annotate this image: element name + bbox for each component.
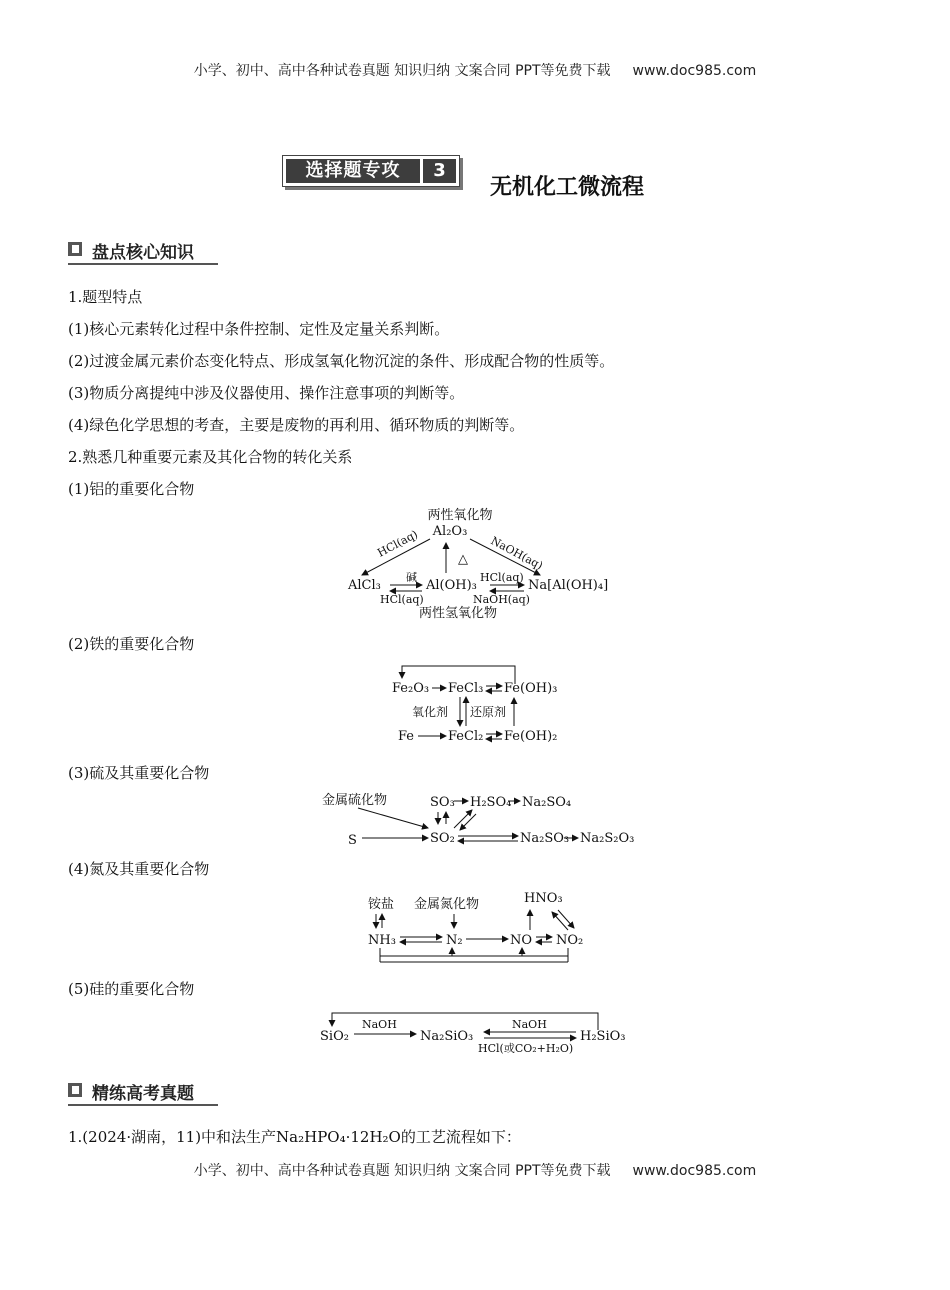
silicon-diagram — [318, 1008, 638, 1062]
diagram-arrow — [552, 912, 568, 930]
al-naoh-aq: NaOH(aq) — [488, 534, 546, 573]
fe-fe2o3: Fe₂O₃ — [392, 681, 430, 696]
fe-feoh2: Fe(OH)₂ — [504, 729, 558, 744]
badge-label: 选择题专攻 — [286, 159, 420, 183]
page-footer — [0, 1160, 950, 1180]
s-metal-sulfide: 金属硫化物 — [322, 793, 388, 808]
n-no: NO — [510, 933, 533, 948]
text-line: (3)物质分离提纯中涉及仪器使用、操作注意事项的判断等。 — [68, 384, 465, 402]
text-line: (4)氮及其重要化合物 — [68, 860, 210, 878]
al-hcl-right: HCl(aq) — [480, 571, 524, 584]
section-heading-practice — [68, 1078, 218, 1106]
text-line: (1)核心元素转化过程中条件控制、定性及定量关系判断。 — [68, 320, 450, 338]
al-base: 碱 — [406, 571, 417, 584]
sulfur-diagram — [318, 788, 638, 852]
al-naoh-bottom: NaOH(aq) — [473, 593, 530, 606]
text-line: (2)铁的重要化合物 — [68, 635, 195, 653]
section-heading-core — [68, 237, 218, 265]
n-hno3: HNO₃ — [524, 891, 563, 906]
si-naoh1: NaOH — [362, 1018, 397, 1031]
si-naoh2: NaOH — [512, 1018, 547, 1031]
si-hcl: HCl(或CO₂+H₂O) — [478, 1042, 574, 1055]
al-naaloh4: Na[Al(OH)₄] — [528, 578, 609, 593]
diagram-arrow — [522, 948, 568, 956]
text-line: (1)铝的重要化合物 — [68, 480, 195, 498]
n-nh3: NH₃ — [368, 933, 396, 948]
s-na2s2o3: Na₂S₂O₃ — [580, 831, 635, 846]
s-na2so4: Na₂SO₄ — [522, 795, 572, 810]
s-so2: SO₂ — [430, 831, 455, 846]
aluminum-diagram — [340, 505, 620, 627]
s-na2so3: Na₂SO₃ — [520, 831, 570, 846]
text-line: 2.熟悉几种重要元素及其化合物的转化关系 — [68, 448, 353, 466]
si-sio2: SiO₂ — [320, 1029, 349, 1044]
section-label: 盘点核心知识 — [92, 243, 194, 263]
page-header — [0, 60, 950, 80]
fe-fecl3: FeCl₃ — [448, 681, 484, 696]
iron-diagram — [390, 660, 580, 748]
text-line: (5)硅的重要化合物 — [68, 980, 195, 998]
n-n2: N₂ — [446, 933, 463, 948]
fe-fecl2: FeCl₂ — [448, 729, 484, 744]
header-text: 小学、初中、高中各种试卷真题 知识归纳 文案合同 PPT等免费下载 — [193, 63, 611, 79]
diagram-arrow — [358, 808, 428, 828]
fe-fe: Fe — [398, 729, 415, 744]
section-icon — [68, 242, 82, 256]
text-line: 1.题型特点 — [68, 288, 143, 306]
diagram-arrow — [380, 948, 522, 956]
si-h2sio3: H₂SiO₃ — [580, 1029, 626, 1044]
n-ammonium: 铵盐 — [368, 897, 395, 912]
badge-number: 3 — [423, 159, 456, 183]
s-so3: SO₃ — [430, 795, 455, 810]
s-h2so4: H₂SO₄ — [470, 795, 512, 810]
al-delta: △ — [458, 552, 468, 567]
text-line: (4)绿色化学思想的考查，主要是废物的再利用、循环物质的判断等。 — [68, 416, 525, 434]
nitrogen-diagram — [362, 886, 598, 970]
n-metal-nitride: 金属氮化物 — [414, 897, 480, 912]
header-site[interactable]: www.doc985.com — [632, 63, 757, 79]
fe-feoh3: Fe(OH)₃ — [504, 681, 558, 696]
footer-text: 小学、初中、高中各种试卷真题 知识归纳 文案合同 PPT等免费下载 — [193, 1163, 611, 1179]
al-alcl3: AlCl₃ — [348, 578, 381, 593]
diagram-arrow — [460, 814, 476, 830]
al-hcl-aq: HCl(aq) — [375, 527, 421, 560]
question-line: 1.(2024·湖南，11)中和法生产Na₂HPO₄·12H₂O的工艺流程如下： — [68, 1128, 521, 1146]
al-al2o3: Al₂O₃ — [432, 524, 468, 539]
title-badge — [282, 155, 460, 187]
fe-oxidizer: 氧化剂 — [412, 705, 449, 719]
section-label: 精练高考真题 — [92, 1084, 194, 1104]
page-title: 无机化工微流程 — [490, 175, 645, 200]
al-aloh3: Al(OH)₃ — [426, 578, 477, 593]
text-line: (3)硫及其重要化合物 — [68, 764, 210, 782]
footer-site[interactable]: www.doc985.com — [632, 1163, 757, 1179]
diagram-arrow — [454, 810, 472, 828]
n-no2: NO₂ — [556, 933, 584, 948]
diagram-arrow — [558, 910, 574, 928]
al-bottom-label: 两性氢氧化物 — [418, 606, 498, 621]
fe-reducer: 还原剂 — [470, 705, 507, 719]
text-line: (2)过渡金属元素价态变化特点、形成氢氧化物沉淀的条件、形成配合物的性质等。 — [68, 352, 615, 370]
al-top-label: 两性氧化物 — [427, 508, 493, 523]
al-hcl-bottom: HCl(aq) — [380, 593, 424, 606]
si-na2sio3: Na₂SiO₃ — [420, 1029, 474, 1044]
section-icon — [68, 1083, 82, 1097]
s-s: S — [348, 833, 357, 848]
